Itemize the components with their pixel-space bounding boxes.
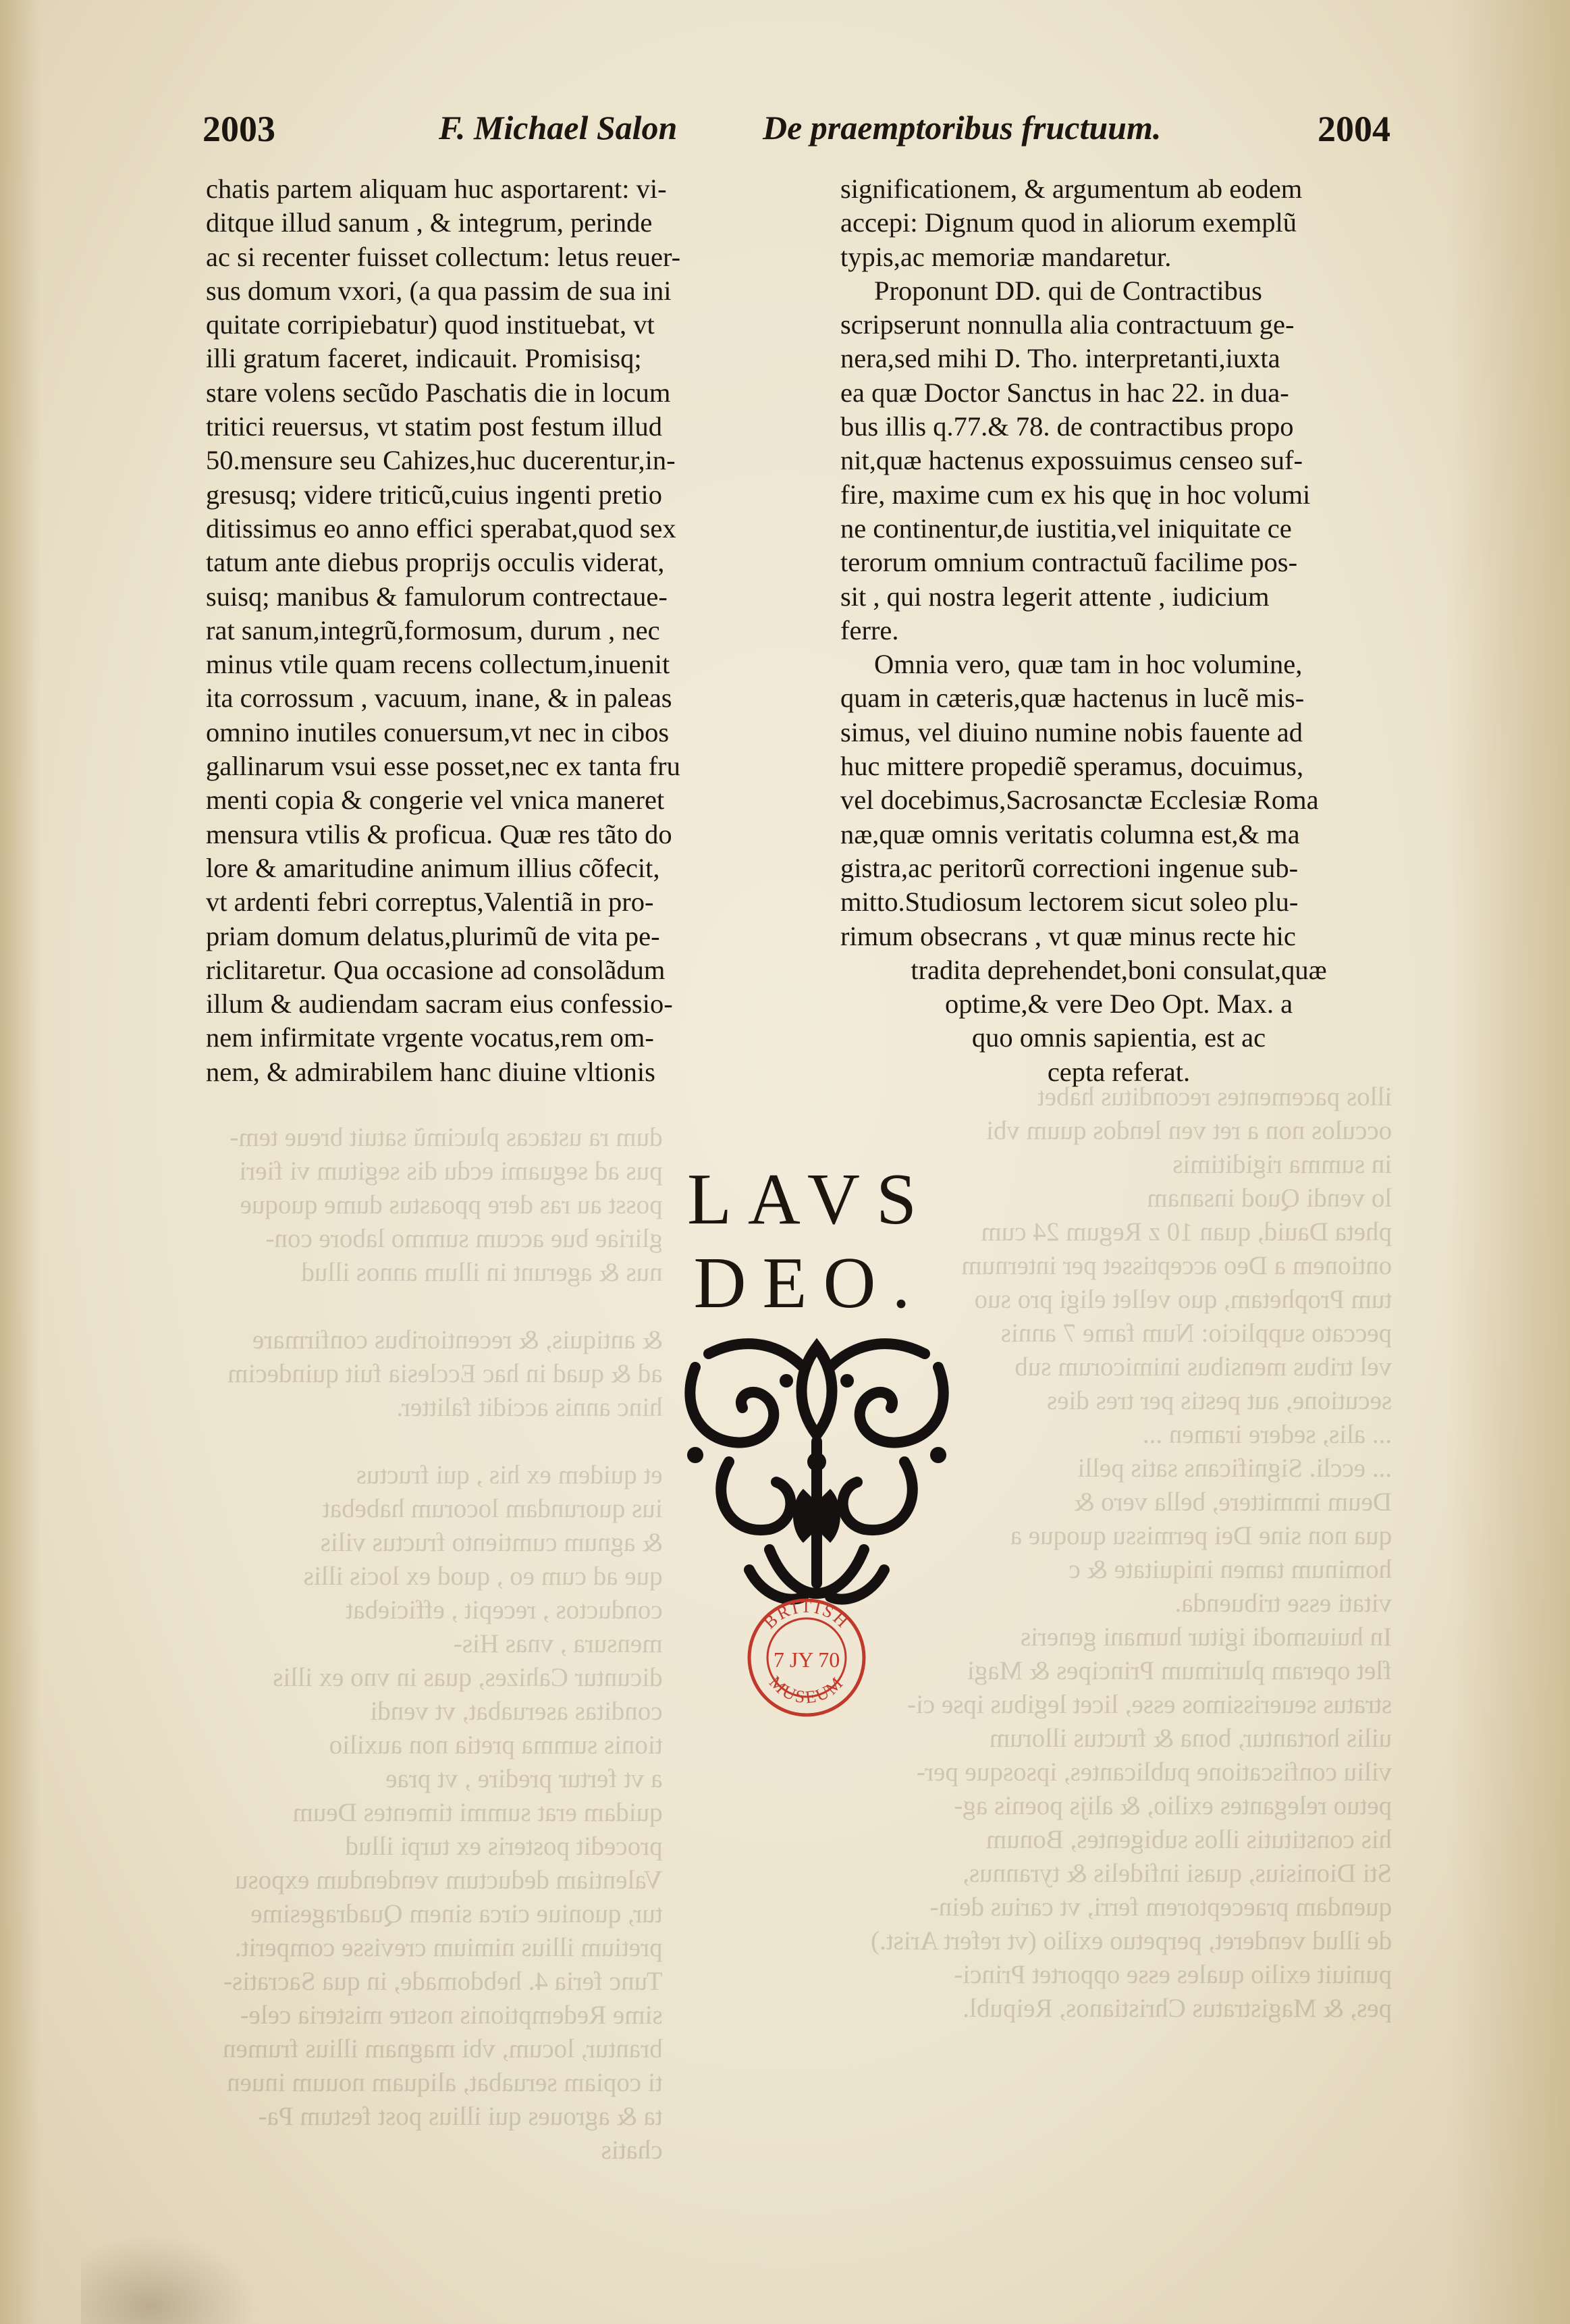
text-line: fire, maxime cum ex his quę in hoc volumi — [840, 479, 1311, 510]
text-line: accepi: Dignum quod in aliorum exemplũ — [840, 207, 1297, 238]
text-line: nera,sed mihi D. Tho. interpretanti,iuxta — [840, 343, 1280, 374]
text-line: mitto.Studiosum lectorem sicut soleo plu- — [840, 887, 1299, 918]
right-text-column — [840, 172, 1397, 1089]
text-line: minus vtile quam recens collectum,inuenit — [206, 649, 670, 680]
svg-text:MUSEUM — [765, 1672, 848, 1708]
text-line: ne continentur,de iustitia,vel iniquitate ce — [840, 512, 1292, 544]
text-line: terorum omnium contractuũ facilime pos- — [840, 547, 1298, 578]
svg-text:BRITISH — [760, 1597, 854, 1633]
text-line: bus illis q.77.& 78. de contractibus propo — [840, 411, 1294, 442]
edge-shadow — [1449, 0, 1570, 2324]
text-line: priam domum delatus,plurimũ de vita pe- — [206, 920, 660, 951]
text-line: quam in cæteris,quæ hactenus in lucẽ mis- — [840, 683, 1305, 714]
author-heading: F. Michael Salon — [439, 109, 678, 147]
text-line: gresusq; videre triticũ,cuius ingenti pretio — [206, 479, 662, 510]
text-line: scripserunt nonnulla alia contractuum ge- — [840, 309, 1295, 340]
text-line: gistra,ac peritorũ correctioni ingenue sub- — [840, 852, 1299, 883]
text-line: quitate corripiebatur) quod instituebat, vt — [206, 309, 655, 340]
text-line: simus, vel diuino numine nobis fauente ad — [840, 716, 1303, 747]
text-line: illi gratum faceret, indicauit. Promisisq; — [206, 343, 642, 374]
text-line: stare volens secũdo Paschatis die in locum — [206, 377, 671, 408]
text-line: huc mittere propediẽ speramus, docuimus, — [840, 751, 1304, 782]
text-line: 50.mensure seu Cahizes,huc ducerentur,in- — [206, 445, 676, 476]
text-line: sit , qui nostra legerit attente , iudicium — [840, 581, 1270, 612]
bleed-through-text: dum ra ustacas plucimũ satuit breue tem- pus ad seguami ecdu dis segitum vi fieri posst au ras dere ppoastus dume quoque gliriae bue accum summo labore con- nus & agerunt in illum annos illud & antiquis, & recentioribus confirmare ad & quad in hac Ecclesia fuit quindecim hinc annis accidit falitter. et quidem ex his , qui fructus ius quorundam locorum habebat & agnum cumtiento fructus vilis que ad cum eo , quod ex locis illis conductos , recepit , efficiebat mensura , vnas His- dicuntur Cahizes, quas in vno ex illis conditas aseruabat, vt vendi tionis summa pretia non auxilio a vt fertur predire , vt prae quidam erat summi timentes Deum procedit posteris ex turpi illud Valentiam deductum vendendum exposu tur, quoniue circa sinem Quadragesime pretium illius nimium crevisse comperit. Tunc feria 4. hebdomade, in qua Sacratis- sime Redemptionis nostre misteria cele- brantur, locum, vbi magnam illius frumen ti copiam seruabat, aliquam nouum inuen ta & agroues qui illius post festum Pa- chatis — [223, 1123, 663, 2165]
text-line: quo omnis sapientia, est ac — [971, 1022, 1266, 1053]
text-line: optime,& vere Deo Opt. Max. a — [944, 988, 1293, 1020]
text-line: vel docebimus,Sacrosanctæ Ecclesiæ Roma — [840, 785, 1319, 816]
text-line: ferre. — [840, 614, 899, 645]
text-line: riclitaretur. Qua occasione ad consolãdum — [206, 954, 666, 985]
text-line: omnino inutiles conuersum,vt nec in cibos — [206, 716, 670, 747]
text-line: ditissimus eo anno effici sperabat,quod sex — [206, 512, 676, 544]
thumb-smudge — [81, 2235, 256, 2324]
text-line: chatis partem aliquam huc asportarent: vi- — [206, 174, 667, 204]
stamp-date: 7 JY 70 — [773, 1647, 840, 1672]
text-line: nem infirmitate vrgente vocatus,rem om- — [206, 1022, 654, 1053]
stamp-top-text: BRITISH — [759, 1596, 854, 1633]
text-line: tritici reuersus, vt statim post festum illud — [206, 411, 663, 442]
page-number-left: 2003 — [202, 109, 275, 149]
text-line: ita corrossum , vacuum, inane, & in paleas — [206, 683, 672, 714]
text-line: illum & audiendam sacram eius confessio- — [206, 988, 673, 1020]
text-line: nem, & admirabilem hanc diuine vltionis — [206, 1056, 655, 1087]
left-text-column — [206, 172, 793, 1089]
bleed-through-text-right: illos pacementes reconditus habet occulos non a ret ven lendos quum vbi in summa rigiditimis lo vendi Quod insanam pheta Dauid, quan 10 z Regum 24 cum ontionem a Deo acceptisset per internum tum Prophetam, quo vellet eligi pro suo peccato supplicio: Num fame 7 annis vel tribus mensibus inimicorum sub secutione, aut pestis per tres dies ... alis, sedere iramen ... ... eccli. Significans satis pelli Deum immittere, bella vero & qua non sine Dei permissu quoque a hominum tamen iniquitate & c vitati esse tribuenda. In huiusmodi igitur humani generis flet operam plurimum Principes & Magi stratus seuerissimos esse, licet legibus ipse ci- uilis hortantur, bona & fructus illorum viliu confiscatione publicantes, ipsosque per- petuo relegantes exilio, & alijs poenis ag- his constitutis illos subigentes, Bonum Sti Dionisius, quasi infidelis & tyrannus, quendam praeceptorem ferri, vt carius dein- de illud venderet, perpetuo exilio (vt refert Arist.) puniuit exilio quales esse opportet Princi- pes, & Magistratus Christianos, Reipubl. — [871, 1082, 1392, 2023]
text-line: sus domum vxori, (a qua passim de sua ini — [206, 275, 672, 306]
text-line: rimum obsecrans , vt quæ minus recte hic — [840, 920, 1296, 951]
text-line: vt ardenti febri correptus,Valentiã in pro- — [206, 887, 654, 918]
text-line: næ,quæ omnis veritatis columna est,& ma — [840, 818, 1300, 849]
text-line: typis,ac memoriæ mandaretur. — [840, 241, 1172, 272]
text-line: Omnia vero, quæ tam in hoc volumine, — [874, 649, 1303, 680]
text-line: ac si recenter fuisset collectum: letus reuer- — [206, 241, 681, 272]
text-line: tradita deprehendet,boni consulat,quæ — [911, 954, 1327, 985]
text-line: nit,quæ hactenus expossuimus censeo suf- — [840, 445, 1303, 476]
topic-heading: De praemptoribus fructuum. — [763, 109, 1162, 147]
text-line: ditque illud sanum , & integrum, perinde — [206, 207, 653, 238]
tailpiece-ornament-icon — [668, 1327, 965, 1610]
text-line: menti copia & congerie vel vnica maneret — [206, 785, 665, 816]
text-line: mensura vtilis & proficua. Quæ res tãto do — [206, 818, 672, 849]
text-line: significationem, & argumentum ab eodem — [840, 174, 1303, 204]
gutter-shadow — [0, 0, 40, 2324]
text-line: lore & amaritudine animum illius cõfecit, — [206, 852, 660, 883]
closing-heading: LAVS DEO. — [686, 1159, 933, 1323]
text-line: tatum ante diebus proprijs occulis viderat, — [206, 547, 665, 578]
running-head — [202, 95, 1390, 155]
text-line: cepta referat. — [1047, 1056, 1191, 1087]
text-line: gallinarum vsui esse posset,nec ex tanta fru — [206, 751, 680, 782]
stamp-bottom-text: MUSEUM — [765, 1672, 848, 1708]
page-number-right: 2004 — [1318, 109, 1390, 149]
text-line: suisq; manibus & famulorum contrectaue- — [206, 581, 668, 612]
text-line: rat sanum,integrũ,formosum, durum , nec — [206, 614, 660, 645]
text-line: ea quæ Doctor Sanctus in hac 22. in dua- — [840, 377, 1289, 408]
text-line: Proponunt DD. qui de Contractibus — [874, 275, 1262, 306]
